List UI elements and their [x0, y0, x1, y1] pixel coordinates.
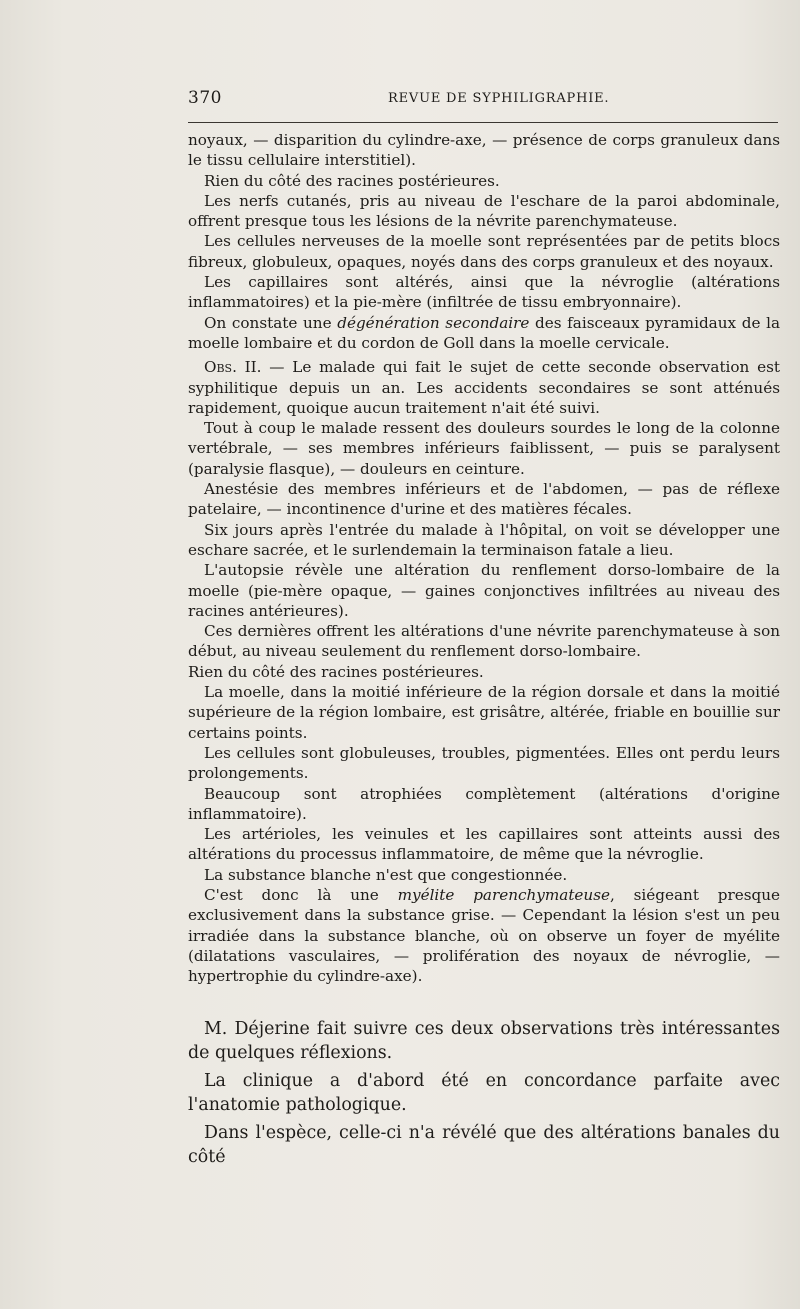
paragraph: La moelle, dans la moitié inférieure de la région dorsale et dans la moitié supérieure de la région lombaire, est grisâtre, altérée, friable en bouillie sur certains points.: [188, 683, 780, 742]
header-rule: [188, 122, 778, 123]
paragraph: Les cellules nerveuses de la moelle sont représentées par de petits blocs fibreux, globuleux, opaques, noyés dans des corps granuleux et des noyaux.: [188, 232, 780, 271]
paragraph: Dans l'espèce, celle-ci n'a révélé que des altérations banales du côté: [188, 1123, 780, 1167]
commentary-text: [188, 1018, 780, 1175]
paragraph: [188, 885, 780, 986]
observation-paragraph: [188, 357, 780, 418]
paragraph: Les cellules sont globuleuses, troubles, pigmentées. Elles ont perdu leurs prolongements.: [188, 743, 780, 783]
paragraph: Anestésie des membres inférieurs et de l'abdomen, — pas de réflexe patelaire, — incontinence d'urine et des matières fécales.: [188, 480, 780, 519]
text-run: , siégeant presque exclusivement dans la substance grise. — Cependant la lésion s'est un peu irradiée dans la substance blanche, où on observe un foyer de myélite (dilatations vasculaires, — prolifération des noyaux de névroglie, — hypertrophie du cylindre-axe).: [188, 885, 781, 986]
paragraph: La clinique a d'abord été en concordance parfaite avec l'anatomie pathologique.: [188, 1071, 780, 1115]
paragraph: Tout à coup le malade ressent des douleurs sourdes le long de la colonne vertébrale, — ses membres inférieurs faiblissent, — puis se paralysent (paralysie flasque), — douleurs en ceinture.: [188, 419, 780, 478]
page-number: 370: [188, 88, 222, 108]
text-run: C'est donc là une: [204, 885, 398, 904]
paragraph: Les artérioles, les veinules et les capillaires sont atteints aussi des altérations du processus inflammatoire, de même que la névroglie.: [188, 825, 780, 864]
page-header: [188, 88, 778, 112]
paragraph: La substance blanche n'est que congestionnée.: [204, 865, 568, 884]
paragraph: Beaucoup sont atrophiées complètement (altérations d'origine inflammatoire).: [188, 784, 780, 823]
main-text: [188, 130, 780, 986]
text-run: — Le malade qui fait le sujet de cette seconde observation est syphilitique depuis un an. Les accidents secondaires se sont atténués rapidement, quoique aucun traitement n'ait été suivi.: [188, 358, 780, 417]
paragraph: Rien du côté des racines postérieures.: [188, 662, 484, 681]
paragraph: Les capillaires sont altérés, ainsi que la névroglie (altérations inflammatoires) et la pie-mère (infiltrée de tissu embryonnaire).: [188, 273, 780, 312]
paragraph: Ces dernières offrent les altérations d'une névrite parenchymateuse à son début, au niveau seulement du renflement dorso-lombaire.: [188, 622, 780, 661]
text-run: des faisceaux pyramidaux de la moelle lombaire et du cordon de Goll dans la moelle cervicale.: [188, 313, 780, 352]
italic-term: dégénération secondaire: [337, 313, 530, 332]
paragraph: Six jours après l'entrée du malade à l'hôpital, on voit se développer une eschare sacrée, et le surlendemain la terminaison fatale a lieu.: [188, 520, 780, 559]
paragraph: [188, 313, 780, 354]
paragraph: noyaux, — disparition du cylindre-axe, — présence de corps granuleux dans le tissu cellulaire interstitiel).: [188, 131, 780, 170]
italic-term: myélite parenchymateuse: [397, 885, 610, 904]
paragraph: Rien du côté des racines postérieures.: [204, 171, 500, 190]
text-run: On constate une: [204, 313, 338, 332]
paragraph: Les nerfs cutanés, pris au niveau de l'eschare de la paroi abdominale, offrent presque tous les lésions de la névrite parenchymateuse.: [188, 191, 780, 231]
running-title: REVUE DE SYPHILIGRAPHIE.: [388, 91, 610, 106]
paragraph: L'autopsie révèle une altération du renflement dorso-lombaire de la moelle (pie-mère opaque, — gaines conjonctives infiltrées au niveau des racines antérieures).: [188, 561, 780, 620]
paragraph: M. Déjerine fait suivre ces deux observations très intéressantes de quelques réflexions.: [188, 1019, 780, 1063]
observation-label: Obs. II.: [204, 358, 262, 377]
